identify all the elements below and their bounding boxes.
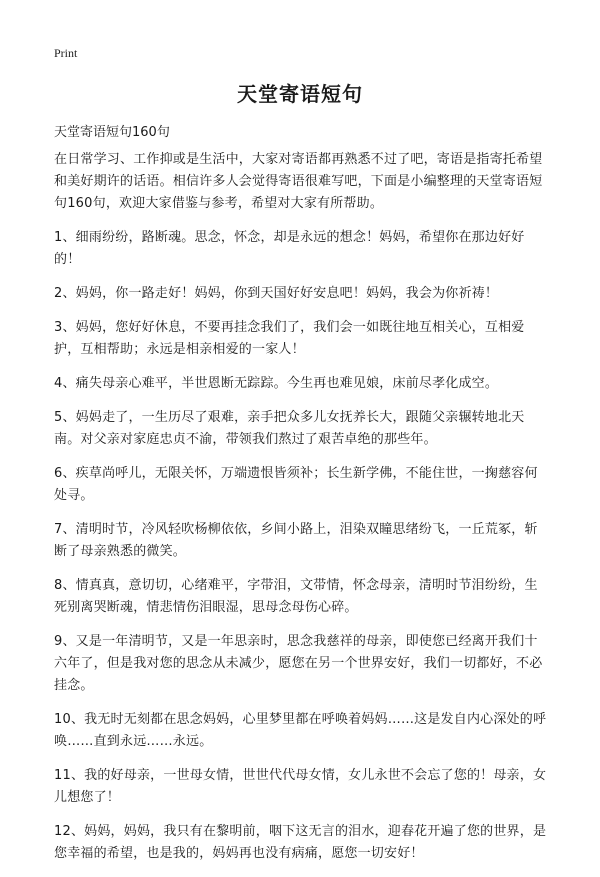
list-item: 1、细雨纷纷，路断魂。思念，怀念，却是永远的想念！妈妈，希望你在那边好好的！ <box>54 230 525 267</box>
article-body <box>54 149 550 877</box>
list-item: 3、妈妈，您好好休息，不要再挂念我们了，我们会一如既往地互相关心，互相爱护，互相帮助；永远是相亲相爱的一家人！ <box>54 320 525 357</box>
list-item: 7、清明时节，冷风轻吹杨柳依依，乡间小路上，泪染双瞳思绪纷飞，一丘荒冢，斩断了母亲熟悉的微笑。 <box>54 522 538 559</box>
page-title: 天堂寄语短句 <box>237 82 363 106</box>
list-item: 4、痛失母亲心难平，半世恩断无踪踪。今生再也难见娘，床前尽孝化成空。 <box>54 376 499 391</box>
list-item: 6、疾草尚呼儿，无限关怀，万端遗恨皆须补；长生新学佛，不能住世，一掬慈容何处寻。 <box>54 466 538 503</box>
list-item: 5、妈妈走了，一生历尽了艰难，亲手把众多儿女抚养长大，跟随父亲辗转地北天南。对父亲对家庭忠贞不渝，带领我们熬过了艰苦卓绝的那些年。 <box>54 410 525 447</box>
list-item: 2、妈妈，你一路走好！妈妈，你到天国好好安息吧！妈妈，我会为你祈祷！ <box>54 286 499 301</box>
intro-paragraph: 在日常学习、工作抑或是生活中，大家对寄语都再熟悉不过了吧，寄语是指寄托希望和美好期许的话语。相信许多人会觉得寄语很难写吧，下面是小编整理的天堂寄语短句160句，欢迎大家借鉴与参考，希望对大家有所帮助。 <box>54 152 543 211</box>
list-item: 12、妈妈，妈妈，我只有在黎明前，咽下这无言的泪水，迎春花开遍了您的世界，是您幸福的希望，也是我的，妈妈再也没有病痛，愿您一切安好！ <box>54 824 547 861</box>
list-item: 10、我无时无刻都在思念妈妈，心里梦里都在呼唤着妈妈……这是发自内心深处的呼唤……直到永远……永远。 <box>54 712 547 749</box>
list-item: 8、情真真，意切切，心绪难平，字带泪，文带情，怀念母亲，清明时节泪纷纷，生死别离哭断魂，情悲情伤泪眼湿，思母念母伤心碎。 <box>54 578 538 615</box>
list-item: 11、我的好母亲，一世母女情，世世代代母女情，女儿永世不会忘了您的！母亲，女儿想您了！ <box>54 768 547 805</box>
print-link[interactable]: Print <box>54 46 78 60</box>
subtitle: 天堂寄语短句160句 <box>54 125 170 140</box>
list-item: 9、又是一年清明节，又是一年思亲时，思念我慈祥的母亲，即使您已经离开我们十六年了，但是我对您的思念从未减少，愿您在另一个世界安好，我们一切都好，不必挂念。 <box>54 634 543 693</box>
